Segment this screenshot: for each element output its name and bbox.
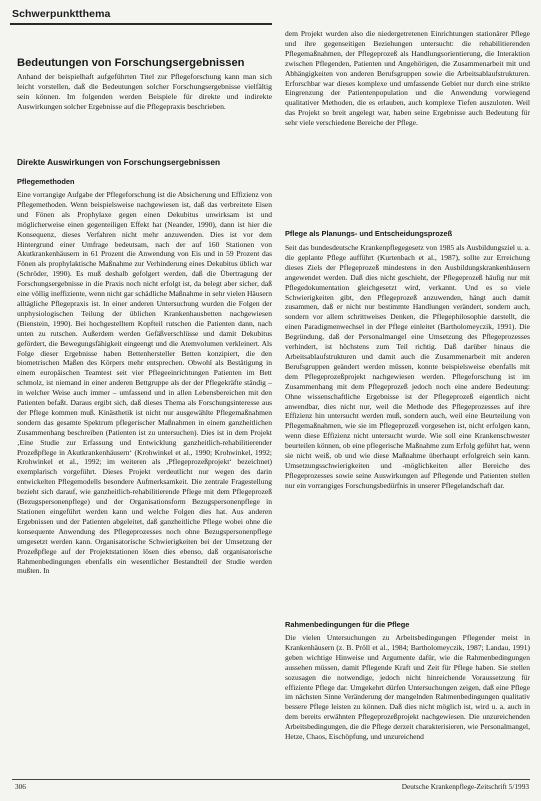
right-column-body-1: dem Projekt wurden also die niedergetretenen Einrichtungen stationärer Pflege und ihre gegenseitigen Beziehungen untersucht: die rehabilitierenden Pflegemaßnahmen, der Pflegeprozeß als Handlungsorientierung, die Interaktion zwischen Pflegenden, Patienten und Angehörigen, die Zusammenarbeit mit und Abhängigkeiten von anderen Berufsgruppen sowie die Arbeitsablaufstrukturen. Erforschbar war dieses komplexe und umfassende Gebiet nur durch eine strikte Eingrenzung der Patientenpopulation und die Anwendung vorwiegend qualitativer Methoden, die es erlauben, auch komplexe Tiefen auszuloten. Weil das Projekt so breit angelegt war, haben seine Ergebnisse auch Bedeutung für sehr viele verschiedene Bereiche der Pflege. xyxy=(285,29,530,128)
right-column-body-2: Seit das bundesdeutsche Krankenpflegegesetz von 1985 als Ausbildungsziel u. a. die geplante Pflege aufführt (Kurtenbach et al., 1987), sollte zur Erreichung dieses Ziels der Pflegeprozeß mindestens in den Ausbildungskrankenhäusern angewendet werden. Daß dies nicht geschieht, der Pflegeprozeß häufig nur mit Pflegedokumentation gleichgesetzt wird, verkannt. Und es so viele Schwierigkeiten gibt, den Pflegeprozeß anzuwenden, hängt auch damit zusammen, daß er nicht nur bestimmte Handlungen verändert, sondern auch, sondern vor allem schrittweises Denken, die Pflegephilosophie darstellt, die einen Paradigmenwechsel in der Pflege einleitet (Bartholomeyczik, 1991). Die Begründung, daß der Personalmangel eine Umsetzung des Pflegeprozesses verhindert, ist höchstens zum Teil richtig. Daß darüber hinaus die Arbeitsablaufstrukturen und damit auch die Zusammenarbeit mit anderen Berufsgruppen geändert werden müssen, konnte beispielsweise ebenfalls mit dem Pflegeprozeßprojekt nachgewiesen werden. Pflegeforschung ist im Zusammenhang mit dem Pflegeprozeß jedoch noch eine andere Bedeutung: Ohne wissenschaftliche Ergebnisse ist der Pflegeprozeß eigentlich nicht anwendbar, dies nicht nur, weil die Methode des Pflegeprozesses auf ihre Effizienz hin untersucht werden muß, sondern auch, weil eine Beurteilung von Pflegemaßnahmen, wie sie im Pflegeprozeß vorgesehen ist, nicht erfolgen kann, wenn diese Effizienz nicht untersucht wurde. Wie soll eine Krankenschwester beurteilen können, ob eine pflegerische Maßnahme zum Erfolg geführt hat, wenn sie nicht weiß, ob und wie diese Maßnahme überhaupt erfolgreich sein kann. Umsetzungsschwierigkeiten und -möglichkeiten aller Bereiche des Pflegeprozesses sowie seine Auswirkungen auf Pflegende und Patienten stellen nur ein vorrangiges Forschungsbedürfnis in unserer Pflegelandschaft dar. xyxy=(285,243,530,490)
header-rule xyxy=(10,23,272,25)
footer-rule xyxy=(12,779,530,780)
page-number: 306 xyxy=(15,782,26,791)
left-column-body: Eine vorrangige Aufgabe der Pflegeforschung ist die Absicherung und Effizienz von Pflegemethoden. Wenn beispielsweise nachgewiesen ist, daß das verbreitete Eisen und Fönen als Prophylaxe gegen einen Dekubitus unwirksam ist und möglicherweise einen gegenteiligen Effekt hat (Neander, 1990), dann ist hier die Konsequenz, dieses Verfahren nicht mehr anzuwenden. Dies ist vor dem Hintergrund einer Umfrage bedeutsam, nach der auf 160 Stationen von Akutkrankenhäusern in 61 Prozent die Anwendung von Eis und in 59 Prozent das Fönen als prophylaktische Maßnahme zur Verhinderung eines Dekubitus üblich war (Schröder, 1990). Es muß deshalb gefolgert werden, daß die Übertragung der Forschungsergebnisse in die Praxis noch nicht erfolgt ist, da belegt aber sicher, daß eine völlig ineffiziente, wenn nicht gar schädliche Maßnahme in sehr vielen Häusern alltägliche Pflegepraxis ist. In einer anderen Untersuchung wurden die Folgen der unphysiologischen Teilung der üblichen Krankenhausbetten nachgewiesen (Bienstein, 1990). Bei hochgestelltem Kopfteil rutschen die Patienten dann, nach unten zu rutschen. Außerdem werden Gefäßverschlüsse und damit Dekubitus gefördert, die Bewegungsfähigkeit eingeengt und die Atemvolumen verkleinert. Als Folge dieser Ergebnisse haben Bettenhersteller Betten konzipiert, die den biometrischen Maßen des Körpers mehr entsprechen. Obwohl als Bestätigung in einem europäischen Teamtest seit vier Pflegeeinrichtungen Patienten im Bett schmolz, ist niemand in einer anderen Bettgruppe als der der Pflegekräfte ständig – in welcher Weise auch immer – umfassend und in allen Lebensbereichen mit den Patienten befaßt. Daraus ergibt sich, daß dieses Thema als Forschungsinteresse aus der Pflege kommen muß. Kinästhetik ist nicht nur ausgewählte Pflegemaßnahmen sondern das gesamte Spektrum pflegerischer Maßnahmen in einem ganzheitlichen Zusammenhang beschreiben (Patienten ist zu untersuchen). Dies ist in dem Projekt ‚Eine Studie zur Erfassung und Entwicklung ganzheitlich-rehabilitierender Prozeßpflege in Akutkrankenhäusern‘ (Krohwinkel et al., 1990; Krohwinkel, 1992; Krohwinkel et al., 1992; im weiteren als ‚Pflegeprozeßprojekt‘ bezeichnet) exemplarisch vorgeführt. Dieses Projekt verdeutlicht nur wegen des darin entwickelten Pflegemodells besondere Aufmerksamkeit. Die zentrale Fragestellung bezieht sich darauf, wie ganzheitlich-rehabilitierende Pflege mit dem Pflegeprozeß (Bezugspersonenpflege) und der Organisationsform Bezugspersonenpflege in Stationen eingeführt werden kann und welche Folgen dies hat. Aus anderen Ergebnissen und der Patienten abgeleitet, daß ganzheitliche Pflege wobei ohne die konsequente Anwendung des Pflegeprozesses noch ohne Bezugspersonenpflege umgesetzt werden kann. Organisatorische Schwierigkeiten bei der Umsetzung der Prozeßpflege auf der Projektstationen lösen dies ebenso, daß organisatorische Rahmenbedingungen ebenfalls ein wesentlicher Bestandteil der Studie werden mußten. In xyxy=(17,190,272,576)
article-title: Bedeutungen von Forschungsergebnissen xyxy=(17,57,245,69)
subheading-methods: Pflegemethoden xyxy=(17,177,75,186)
section-heading: Direkte Auswirkungen von Forschungsergebnissen xyxy=(17,157,221,167)
subheading-planning: Pflege als Planungs- und Entscheidungsprozeß xyxy=(285,229,453,238)
subheading-conditions: Rahmenbedingungen für die Pflege xyxy=(285,620,410,629)
journal-name: Deutsche Krankenpflege-Zeitschrift 5/1993 xyxy=(401,782,529,791)
section-kicker: Schwerpunktthema xyxy=(12,8,111,20)
article-lead: Anhand der beispielhaft aufgeführten Titel zur Pflegeforschung kann man sich leicht vorstellen, daß die Bedeutungen solcher Forschungsergebnisse vielfältig sein können. Im folgenden werden Beispiele für direkte und indirekte Auswirkungen solcher Ergebnisse auf die Pflegepraxis beschrieben. xyxy=(17,72,272,111)
right-column-body-3: Die vielen Untersuchungen zu Arbeitsbedingungen Pflegender meist in Krankenhäusern (z. B. Pröll et al., 1984; Bartholomeyczik, 1987; Landau, 1991) geben wichtige Hinweise und Argumente dafür, wie die Rahmenbedingungen aussehen müssen, damit Pflegende Kraft und Zeit für Pflege haben. Sie stellen sozusagen die notwendige, jedoch nicht hinreichende Voraussetzung für effiziente Pflege dar. Umgekehrt dürfen Untersuchungen zeigen, daß eine Pflege im nächsten Sinne Veränderung der mangelnden Rahmenbedingungen qualitativ bessere Pflege leisten zu können. Daß dies nicht möglich ist, wird u. a. auch in dem bereits erwähnten Pflegeprozeßprojekt nachgewiesen. Die unzureichenden Arbeitsbedingungen, die die Pflege derzeit charakterisieren, wie Personalmangel, Hetze, Chaos, Eischöpfung, und unzureichend xyxy=(285,633,530,742)
